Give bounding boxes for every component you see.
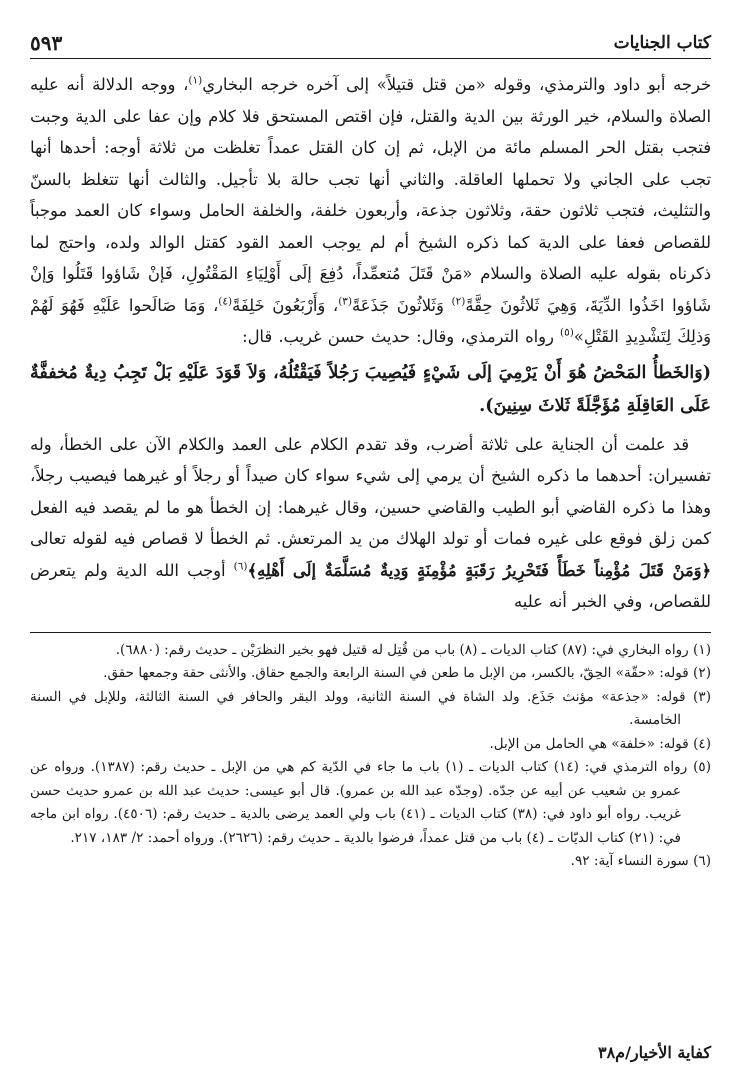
text-segment: ، ووجه الدلالة أنه عليه الصلاة والسلام، خير الورثة بين الدية والقتل، فإن اقتص المستحق فلا كلام وإن عفا على الدية وجبت فتجب بقتل الحر المسلم مائة من الإبل، ثم إن كان القتل عمداً تغلظت من ثلاثة أوجه: أحدها أنها تجب على الجاني ولا تحملها العاقلة. والثاني أنها تجب حالة بلا تأجيل. والثالث أنها تتغلظ بالسنّ والتثليث، فتجب ثلاثون حقة، وثلاثون جذعة، وأربعون خلفة، والخلفة الحامل وسواء كان العمد موجباً للقصاص فعفا على الدية كما ذكره الشيخ أم لم يوجب العمد القود كقتل الوالد ولده، واحتج لما ذكرناه بقوله عليه الصلاة والسلام «مَنْ قَتَلَ مُتعمِّداً، دُفِعَ إلَى أَوْلِيَاءِ المَقْتُولِ، فَإنْ شَاؤوا قَتَلُوا وَإنْ شَاؤوا اخَذُوا الدِّيَةَ، وَهِيَ ثَلاثُونَ حِقَّةً	[30, 75, 711, 315]
footnote-6: (٦) سورة النساء آية: ٩٢.	[570, 853, 711, 869]
footnote-3: (٣) قوله: «جذعة» مؤنث جَذَع. ولد الشاة في السنة الثانية، وولد البقر والحافر في السنة الثالثة، وللإبل في السنة الخامسة.	[30, 688, 711, 728]
quran-verse: ﴿وَمَنْ قَتَلَ مُؤْمِناً خَطَأً فَتَحْرِيرُ رَقَبَةٍ مُؤْمِنَةٍ وَدِيةٌ مُسَلَّمَةٌ إلَى أَهْلِهِ﴾	[247, 560, 711, 580]
footnote-ref-5: (٥)	[560, 326, 574, 339]
footnote-ref-1: (١)	[188, 74, 203, 87]
text-segment: قد علمت أن الجناية على ثلاثة أضرب، وقد تقدم الكلام على العمد والكلام الآن على الخطأ، وله تفسيران: أحدهما ما ذكره الشيخ أن يرمي إلى شيء سواء كان صيداً أو رجلاً أو غيرهما فيصيب رجلاً، وهذا ما ذكره القاضي أبو الطيب والقاضي حسين، وقال غيرهما: إن الخطأ هو ما لم يقصد فيه الفعل كمن زلق فوقع على غيره فمات أو تولد الهلاك من يد المرتعش. ثم الخطأ لا قصاص فيه لقوله تعالى	[30, 434, 711, 548]
footnote-ref-4: (٤)	[218, 295, 233, 308]
footnote-5: (٥) رواه الترمذي في: (١٤) كتاب الديات ـ (١) باب ما جاء في الدّية كم هي من الإبل ـ حديث رقم: (١٣٨٧). ورواه عن عمرو بن شعيب عن أبيه عن جدّه. (وجدّه عبد الله بن عمرو). قال أبو عيسى: حديث عبد الله بن عمرو حديث حسن غريب. رواه أبو داود في: (٣٨) كتاب الديات ـ (٤١) باب ولي العمد يرضى بالدية ـ حديث رقم: (٤٥٠٦). رواه ابن ماجه في: (٢١) كتاب الديّات ـ (٤) باب من قتل عمداً، فرضوا بالدية ـ حديث رقم: (٢٦٢٦). ورواه أحمد: ٢/ ١٨٣، ٢١٧.	[30, 759, 711, 846]
footnote-ref-3: (٣)	[338, 295, 353, 308]
main-text	[30, 69, 711, 618]
footnote-ref-2: (٢)	[451, 295, 466, 308]
text-segment: رواه الترمذي، وقال: حديث حسن غريب. قال:	[242, 327, 561, 346]
text-segment: ، وَمَا صَالَحوا عَلَيْهِ فَهُوَ لَهُمْ وَذلِكَ لِتَشْدِيدِ القَتْلِ»	[30, 295, 711, 346]
matn-text: (وَالخَطأُ المَحْضُ هُوَ أَنْ يَرْمِيَ إلَى شَيْءٍ فَيُصِيبَ رَجُلاً فَيَقْتُلُهُ، وَلاَ قَوَدَ عَلَيْهِ بَلْ تَجِبُ دِيةٌ مُخففَّةٌ عَلَى العَاقِلَةِ مُؤَجَّلَةً ثَلاثَ سِنِينَ).	[30, 362, 711, 416]
text-segment: أوجب الله الدية ولم يتعرض للقصاص، وفي الخبر أنه عليه	[30, 560, 711, 611]
footnote-4: (٤) قوله: «خلفة» هي الحامل من الإبل.	[489, 735, 711, 752]
footnote-divider	[30, 632, 711, 633]
footnote-2: (٢) قوله: «حقّة» الحِقّ، بالكسر، من الإبل ما طعن في السنة الرابعة والجمع حقاق. والأنثى حقة وجمعها حقق.	[103, 665, 711, 681]
paragraph-hadith-commentary	[30, 69, 711, 353]
paragraph-khata-commentary	[30, 429, 711, 618]
text-segment: وَثَلاثُونَ جَذَعَةً	[352, 295, 452, 315]
footnote-1: (١) رواه البخاري في: (٨٧) كتاب الديات ـ (٨) باب من قُتِل له قتيل فهو بخير النظرَيْن ـ حديث رقم: (٦٨٨٠).	[115, 641, 711, 658]
page-header	[30, 28, 711, 59]
running-title: كتاب الجنايات	[613, 33, 711, 53]
footnote-ref-6: (٦)	[233, 560, 248, 573]
footnotes	[30, 639, 711, 874]
page-number: ٥٩٣	[30, 31, 63, 55]
text-segment: خرجه أبو داود والترمذي، وقوله «من قتل قتيلاً» إلى آخره خرجه البخاري	[202, 75, 712, 94]
signature-mark: كفاية الأخيار/م٣٨	[597, 1043, 711, 1062]
text-segment: ، وَأَرْبَعُونَ خَلِفَةً	[232, 295, 339, 315]
